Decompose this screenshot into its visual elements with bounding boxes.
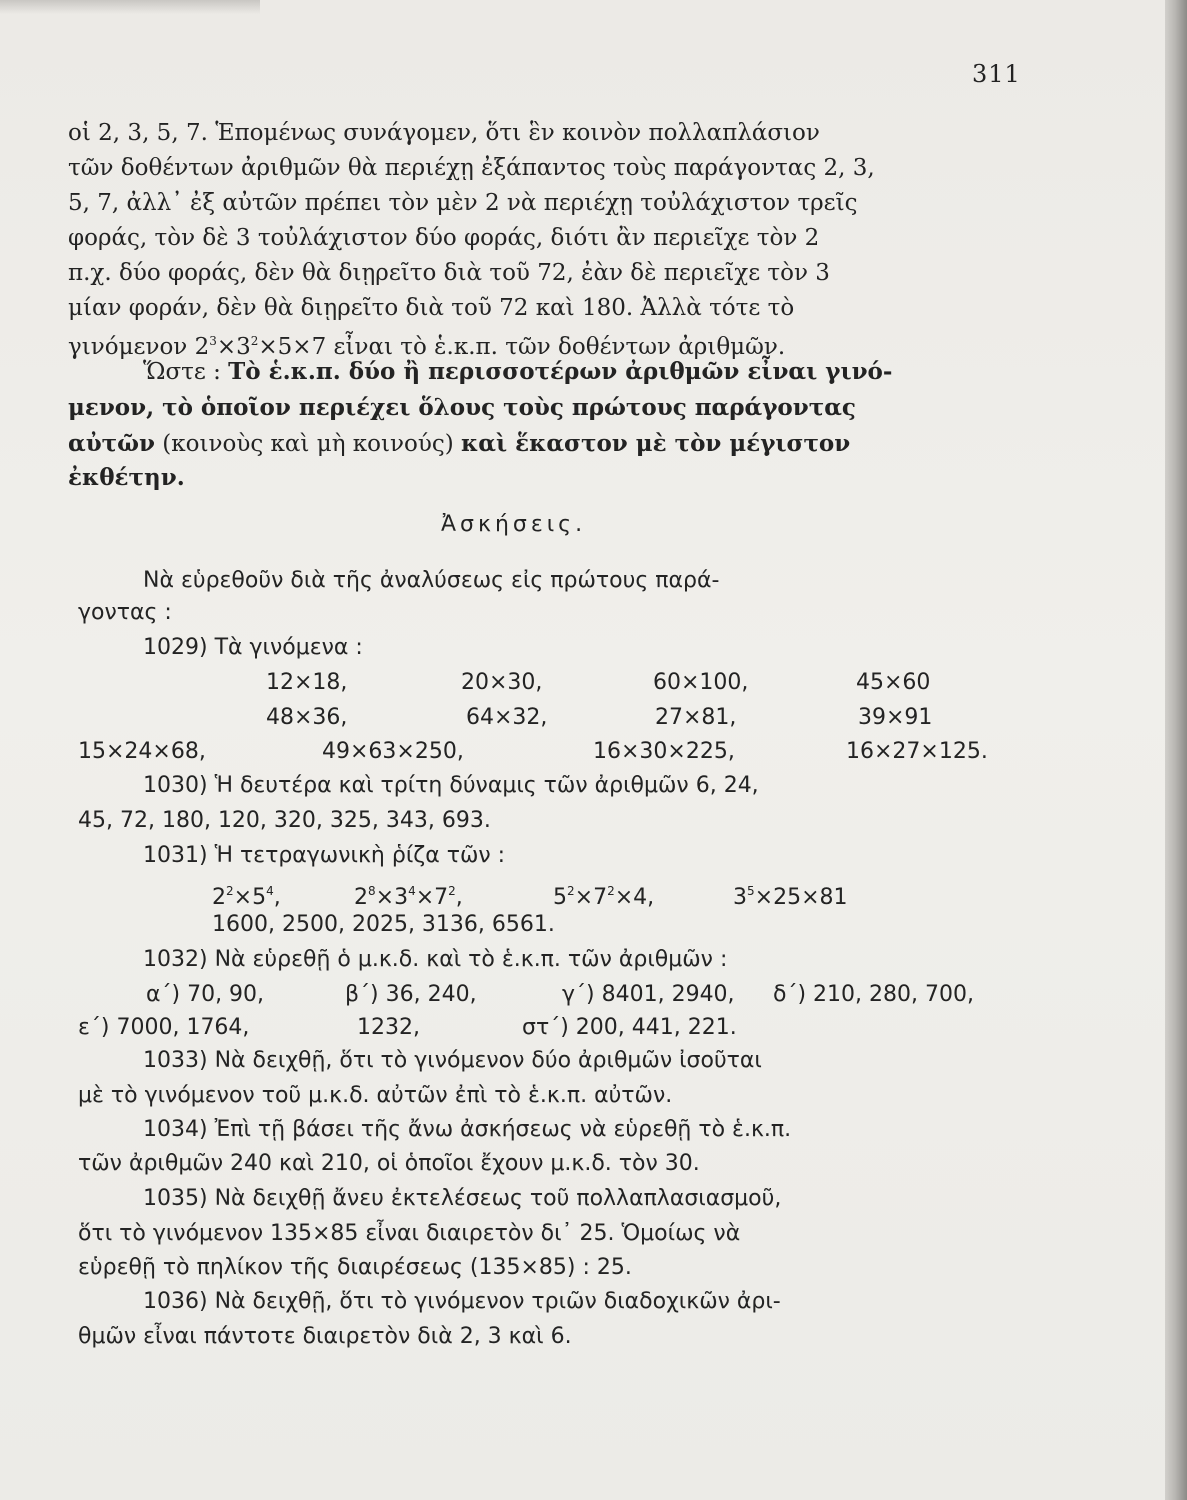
exercise-1031-line-2: 1600, 2500, 2025, 3136, 6561. [212,912,555,937]
product-text-mid: ×3 [216,334,251,360]
ex1031-power-3 [553,876,654,913]
exercise-1034-line-2: τῶν ἀριθμῶν 240 καὶ 210, οἱ ὁποῖοι ἔχουν μ.κ.δ. τὸν 30. [78,1151,700,1176]
exercise-1035-line-1: 1035) Νὰ δειχθῇ ἄνευ ἐκτελέσεως τοῦ πολλαπλασιασμοῦ, [143,1186,782,1211]
rule-bold-3b: καὶ ἕκαστον μὲ τὸν μέγιστον [461,430,851,457]
rule-line-2: μενον, τὸ ὁποῖον περιέχει ὅλους τοὺς πρώτους παράγοντας [68,394,856,421]
page-number: 311 [972,60,1021,88]
product-text-before: γινόμενον 2 [68,334,210,360]
ex1031-p4-t1: 3 [733,885,747,910]
ex1031-power-4 [733,876,848,913]
exercise-1036-line-1: 1036) Νὰ δειχθῇ, ὅτι τὸ γινόμενον τριῶν διαδοχικῶν ἀρι- [143,1289,781,1314]
exercise-1035-line-2: ὅτι τὸ γινόμενον 135×85 εἶναι διαιρετὸν δι᾽ 25. Ὁμοίως νὰ [78,1221,741,1246]
rule-prefix: Ὥστε : [143,359,229,385]
intro-line-6: μίαν φοράν, δὲν θὰ διῃρεῖτο διὰ τοῦ 72 καὶ 180. Ἀλλὰ τότε τὸ [68,295,795,321]
exercise-1032-label: 1032) Νὰ εὑρεθῇ ὁ μ.κ.δ. καὶ τὸ ἑ.κ.π. τῶν ἀριθμῶν : [143,947,728,972]
ex1029-r1-c2: 20×30, [461,670,543,695]
rule-bold-1: Τὸ ἑ.κ.π. δύο ἢ περισσοτέρων ἀριθμῶν εἶναι γινό- [228,358,893,385]
exercise-1035-line-3: εὑρεθῇ τὸ πηλίκον τῆς διαιρέσεως (135×85) : 25. [78,1255,632,1280]
ex1031-power-2 [354,876,463,913]
instruction-line-2: γοντας : [78,600,172,625]
ex1029-r2-c1: 48×36, [266,705,348,730]
product-text-after: ×5×7 εἶναι τὸ ἑ.κ.π. τῶν δοθέντων ἀριθμῶν. [258,334,786,360]
intro-line-1: οἱ 2, 3, 5, 7. Ἑπομένως συνάγομεν, ὅτι ἓν κοινὸν πολλαπλάσιον [68,120,820,146]
exercise-1030-line-1: 1030) Ἡ δευτέρα καὶ τρίτη δύναμις τῶν ἀριθμῶν 6, 24, [143,773,759,798]
intro-line-3: 5, 7, ἀλλ᾽ ἐξ αὐτῶν πρέπει τὸν μὲν 2 νὰ περιέχῃ τοὐλάχιστον τρεῖς [68,190,858,216]
product-exponent-1: 3 [209,334,217,348]
ex1031-p2-t1: 2 [354,885,368,910]
rule-line-1 [143,357,892,387]
ex1029-r2-c4: 39×91 [858,705,933,730]
ex1031-p2-t4: , [455,885,463,910]
rule-line-4: ἐκθέτην. [68,464,185,491]
ex1031-p1-t3: , [273,885,281,910]
ex1029-r3-c3: 16×30×225, [593,739,735,764]
exercise-1030-line-2: 45, 72, 180, 120, 320, 325, 343, 693. [78,808,491,833]
ex1032-part-b: β΄) 36, 240, [345,982,477,1007]
exercises-heading: Ἀσκήσεις. [441,512,587,537]
exercise-1036-line-2: θμῶν εἶναι πάντοτε διαιρετὸν διὰ 2, 3 καὶ 6. [78,1324,572,1349]
exercise-1034-line-1: 1034) Ἐπὶ τῇ βάσει τῆς ἄνω ἀσκήσεως νὰ εὑρεθῇ τὸ ἑ.κ.π. [143,1117,792,1142]
ex1032-part-a: α΄) 70, 90, [146,982,265,1007]
ex1031-p3-e1: 2 [567,884,575,898]
product-exponent-2: 2 [250,334,259,348]
ex1031-p2-e2: 4 [408,884,416,898]
ex1032-part-e-cont: 1232, [357,1015,420,1040]
ex1032-part-d: δ΄) 210, 280, 700, [773,982,974,1007]
ex1031-p3-t2: ×7 [574,885,608,910]
ex1029-r1-c4: 45×60 [856,670,931,695]
ex1029-r3-c2: 49×63×250, [322,739,464,764]
rule-line-3 [68,429,850,459]
ex1029-r2-c3: 27×81, [655,705,737,730]
ex1029-r1-c3: 60×100, [653,670,749,695]
ex1031-p4-e1: 5 [747,884,755,898]
ex1031-p2-t2: ×3 [375,885,409,910]
ex1031-p1-e1: 2 [226,884,234,898]
exercise-1033-line-1: 1033) Νὰ δειχθῇ, ὅτι τὸ γινόμενον δύο ἀριθμῶν ἰσοῦται [143,1048,762,1073]
ex1032-part-c: γ΄) 8401, 2940, [562,982,735,1007]
rule-normal-3: (κοινοὺς καὶ μὴ κοινούς) [155,431,462,457]
intro-line-2: τῶν δοθέντων ἀριθμῶν θὰ περιέχῃ ἐξάπαντος τοὺς παράγοντας 2, 3, [68,155,875,181]
page-shadow [0,0,260,14]
ex1031-p3-t3: ×4, [614,885,655,910]
exercise-1033-line-2: μὲ τὸ γινόμενον τοῦ μ.κ.δ. αὐτῶν ἐπὶ τὸ ἑ.κ.π. αὐτῶν. [78,1083,673,1108]
ex1031-p3-t1: 5 [553,885,567,910]
ex1029-r3-c4: 16×27×125. [846,739,988,764]
ex1031-p2-e3: 2 [448,884,456,898]
ex1032-part-st: στ΄) 200, 441, 221. [522,1015,737,1040]
ex1029-r1-c1: 12×18, [266,670,348,695]
ex1032-part-e: ε΄) 7000, 1764, [78,1015,250,1040]
ex1031-p4-t2: ×25×81 [754,885,848,910]
rule-bold-3a: αὐτῶν [68,430,155,457]
page-edge [1165,0,1187,1500]
exercise-1029-label: 1029) Τὰ γινόμενα : [143,635,363,660]
ex1029-r2-c2: 64×32, [466,705,548,730]
ex1031-power-1 [212,876,281,913]
ex1031-p1-t1: 2 [212,885,226,910]
ex1031-p1-e2: 4 [266,884,274,898]
ex1029-r3-c1: 15×24×68, [78,739,206,764]
ex1031-p3-e2: 2 [607,884,615,898]
ex1031-p2-e1: 8 [368,884,376,898]
exercise-1031-label: 1031) Ἡ τετραγωνικὴ ῥίζα τῶν : [143,843,506,868]
intro-line-4: φοράς, τὸν δὲ 3 τοὐλάχιστον δύο φοράς, διότι ἂν περιεῖχε τὸν 2 [68,225,820,251]
instruction-line-1: Νὰ εὑρεθοῦν διὰ τῆς ἀναλύσεως εἰς πρώτους παρά- [143,568,720,593]
intro-line-5: π.χ. δύο φοράς, δὲν θὰ διῃρεῖτο διὰ τοῦ 72, ἐὰν δὲ περιεῖχε τὸν 3 [68,260,830,286]
ex1031-p2-t3: ×7 [415,885,449,910]
ex1031-p1-t2: ×5 [233,885,267,910]
